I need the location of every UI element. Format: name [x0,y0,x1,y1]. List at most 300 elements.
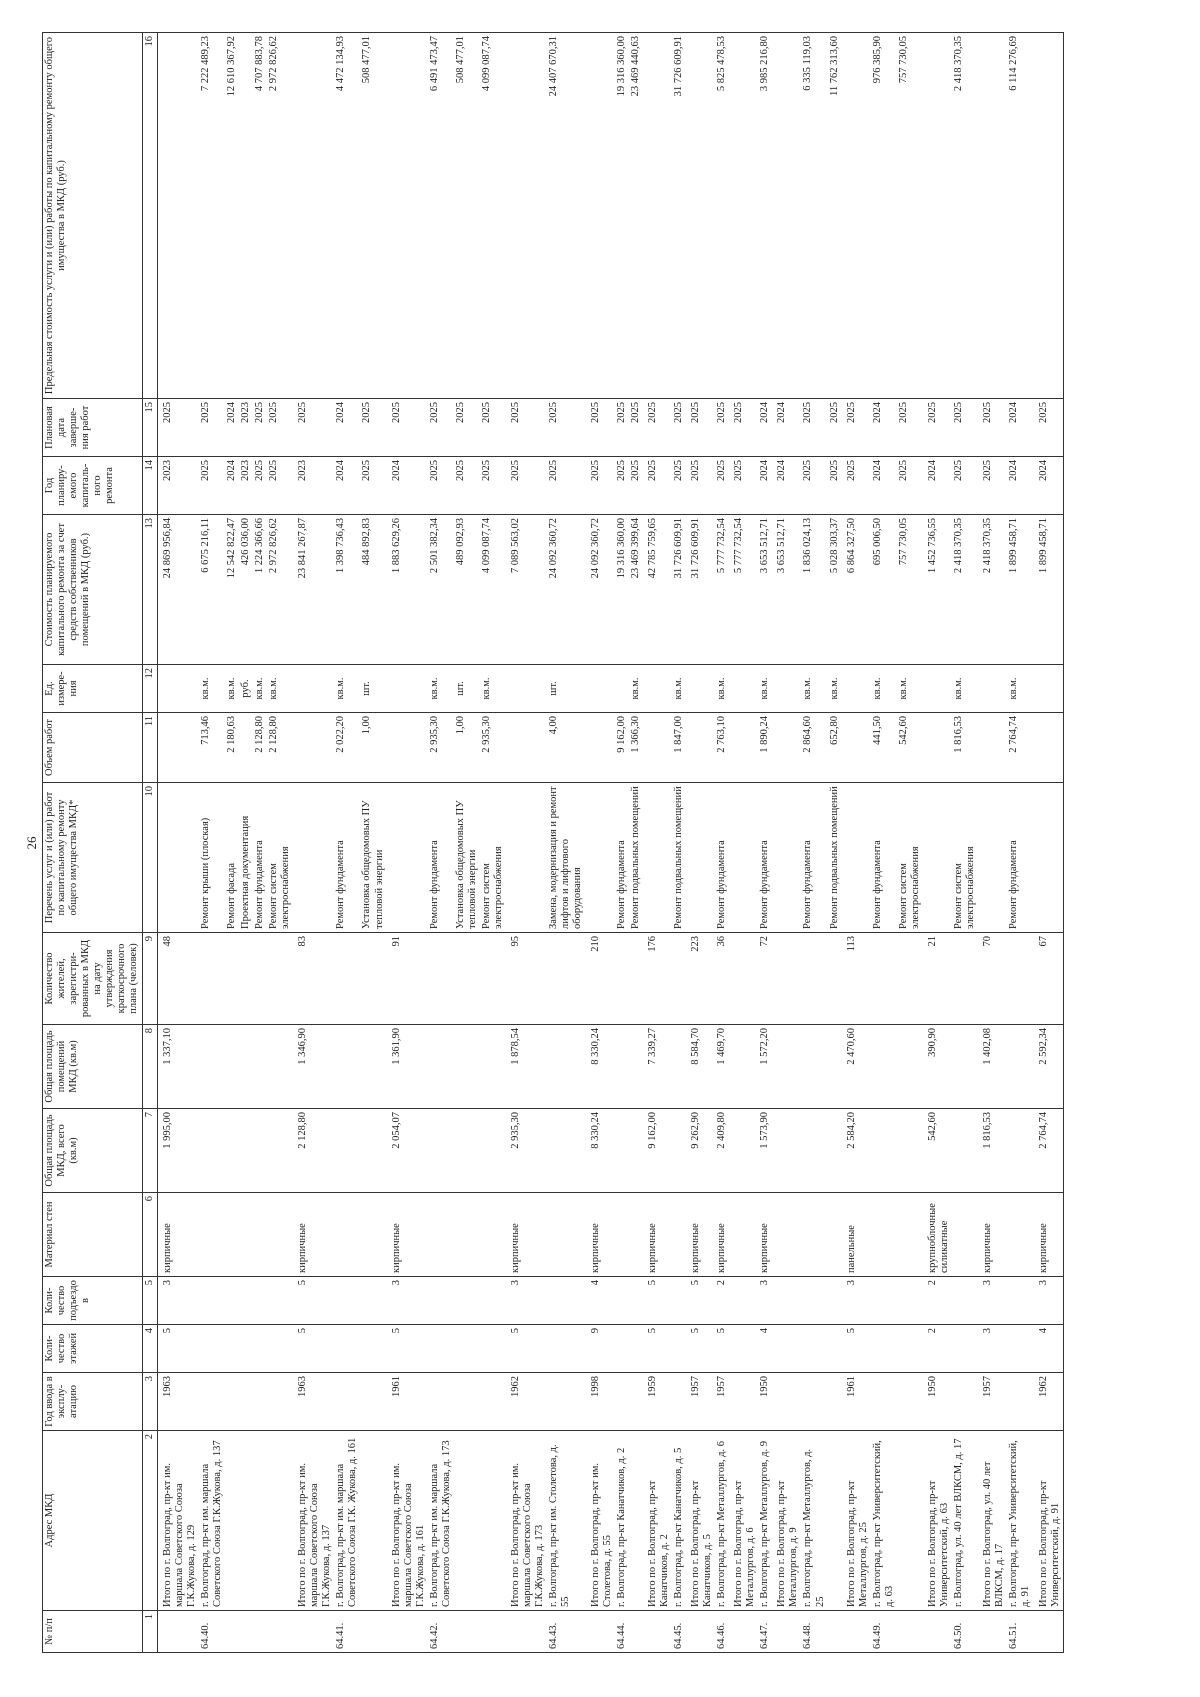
table-cell: г. Волгоград, пр-кт Университетский, д. 63 [871,1431,897,1611]
table-cell: 9 162,00 [643,1109,672,1193]
work-item-row [801,33,827,1653]
table-cell: 1 366,30 [629,713,643,783]
table-cell: 2025 [842,457,871,515]
table-cell [952,1109,978,1193]
table-cell: 1 816,53 [978,1109,1007,1193]
table-cell [772,1193,801,1277]
table-cell: 441,50 [871,713,897,783]
header-cell: Предельная стоимость услуги и (или) работы по капитальному ремонту общего имущества в МКД (руб.) [43,33,143,399]
table-cell: 2 128,80 [253,713,267,783]
table-cell: кирпичные [643,1193,672,1277]
table-cell: 2025 [199,399,225,457]
table-cell: 2024 [225,399,239,457]
table-cell [686,783,715,933]
table-cell [729,1193,758,1277]
table-cell: Проектная документация [239,783,253,933]
table-cell: 2 [923,1325,952,1373]
table-cell: 2025 [801,399,827,457]
table-cell [428,1025,454,1109]
table-cell [801,933,827,1025]
table-cell: 5 [387,1325,428,1373]
table-cell: Итого по г. Волгоград, пр-кт Университетский, д. 91 [1034,1431,1064,1611]
table-cell: 24 407 670,31 [547,33,585,399]
table-cell [978,33,1007,399]
table-cell [334,933,360,1025]
table-cell: г. Волгоград, пр-кт им. маршала Советского Союза Г.К.Жукова, д. 173 [428,1431,454,1611]
table-cell [672,1373,686,1431]
header-cell: Общая площадь помещений МКД (кв.м) [43,1025,143,1109]
table-cell: 1 573,90 [758,1109,772,1193]
table-cell [772,713,801,783]
table-cell [334,1193,360,1277]
table-cell: 2024 [1007,399,1033,457]
table-cell: кирпичные [978,1193,1007,1277]
table-cell: 6 675 216,11 [199,515,225,665]
table-cell: кирпичные [586,1193,615,1277]
table-cell [480,1325,506,1373]
table-cell [480,1193,506,1277]
table-cell: 3 [506,1277,547,1325]
table-cell [428,1373,454,1431]
table-cell: 1 883 629,26 [387,515,428,665]
table-cell: 6 491 473,47 [428,33,454,399]
table-cell [801,1193,827,1277]
table-cell: 2025 [729,399,758,457]
table-cell [334,1109,360,1193]
table-cell: 223 [686,933,715,1025]
table-cell [253,933,267,1025]
column-number: 9 [142,933,157,1025]
table-cell: Ремонт фундамента [334,783,360,933]
table-cell [480,1277,506,1325]
table-cell [506,783,547,933]
table-cell [772,783,801,933]
table-cell: кв.м. [334,665,360,713]
table-cell [801,1373,827,1431]
table-cell [897,1109,923,1193]
table-cell [1034,33,1064,399]
table-cell: 95 [506,933,547,1025]
column-number: 4 [142,1325,157,1373]
table-cell [454,933,480,1025]
table-cell [428,1193,454,1277]
table-cell [199,1325,225,1373]
table-cell: 390,90 [923,1025,952,1109]
work-item-row [952,33,978,1653]
table-cell: кв.м. [897,665,923,713]
table-cell [480,1431,506,1611]
table-cell: 426 036,00 [239,515,253,665]
table-cell: 2 418 370,35 [952,515,978,665]
table-cell [586,665,615,713]
table-cell [629,1373,643,1431]
table-cell: 2025 [686,399,715,457]
total-row [729,33,758,1653]
table-cell: 2024 [334,399,360,457]
table-cell: 3 985 216,80 [758,33,772,399]
table-cell: 4,00 [547,713,585,783]
table-cell [239,33,253,399]
table-cell: 2025 [615,399,629,457]
table-cell: 2025 [672,457,686,515]
column-number: 7 [142,1109,157,1193]
table-cell: 508 477,01 [454,33,480,399]
table-cell: Итого по г. Волгоград, пр-кт Металлургов, д. 25 [842,1431,871,1611]
table-cell: 1 572,20 [758,1025,772,1109]
table-cell [1034,665,1064,713]
column-number: 5 [142,1277,157,1325]
table-cell: кв.м. [871,665,897,713]
table-cell [454,1277,480,1325]
table-cell [729,1025,758,1109]
header-cell: Плановая дата заверше- ния работ [43,399,143,457]
table-cell [842,783,871,933]
table-cell [729,1373,758,1431]
page-number: 26 [24,836,39,850]
table-cell: 6 864 327,50 [842,515,871,665]
table-cell [686,665,715,713]
table-cell: 2025 [157,399,199,457]
table-cell: 2 935,30 [428,713,454,783]
table-cell [1007,1277,1033,1325]
table-cell [239,933,253,1025]
table-cell: 5 [643,1325,672,1373]
table-cell: 1998 [586,1373,615,1431]
table-cell: кв.м. [828,665,842,713]
table-cell [293,665,334,713]
table-cell: 2025 [828,399,842,457]
table-cell [828,1193,842,1277]
table-cell: 508 477,01 [360,33,386,399]
table-cell: 36 [715,933,729,1025]
table-cell: 976 385,90 [871,33,897,399]
table-cell: Итого по г. Волгоград, ул. 40 лет ВЛКСМ, д. 17 [978,1431,1007,1611]
table-cell: 4 [586,1277,615,1325]
header-row [43,33,143,1653]
header-cell: Общая площадь МКД, всего (кв.м) [43,1109,143,1193]
table-cell: 2025 [672,399,686,457]
table-cell: Итого по г. Волгоград, пр-кт Металлургов, д. 9 [772,1431,801,1611]
table-cell [360,1325,386,1373]
table-cell: 757 730,05 [897,33,923,399]
work-item-row [828,33,842,1653]
table-cell: шт. [360,665,386,713]
table-cell [239,1611,253,1653]
table-cell [672,933,686,1025]
table-cell [686,1611,715,1653]
table-cell [253,1431,267,1611]
table-cell: 2024 [871,457,897,515]
table-cell: 2025 [547,457,585,515]
table-cell: 1957 [715,1373,729,1431]
table-cell [334,1373,360,1431]
table-cell: Установка общедомовых ПУ тепловой энергии [360,783,386,933]
work-item-row [225,33,239,1653]
table-cell [387,783,428,933]
table-cell: 5 [157,1325,199,1373]
table-cell [801,1025,827,1109]
table-cell: 8 330,24 [586,1025,615,1109]
table-cell [828,933,842,1025]
table-cell [871,1277,897,1325]
table-cell [615,665,629,713]
table-cell: кирпичные [293,1193,334,1277]
table-cell: 2025 [729,457,758,515]
table-cell [729,933,758,1025]
table-cell: Ремонт подвальных помещений [828,783,842,933]
table-cell: 1 878,54 [506,1025,547,1109]
table-cell: 2 972 826,62 [267,33,293,399]
table-cell [897,1611,923,1653]
header-cell: Стоимость планируемого капитального ремонта за счет средств собственников помещений в МКД (руб.) [43,515,143,665]
table-cell [952,1373,978,1431]
table-cell [828,1325,842,1373]
table-cell: 1 890,24 [758,713,772,783]
table-cell: кв.м. [253,665,267,713]
header-cell: Год планиру- емого капиталь- ного ремонта [43,457,143,515]
table-cell [239,713,253,783]
table-cell [157,33,199,399]
table-cell [871,1373,897,1431]
total-row [772,33,801,1653]
table-cell [547,1193,585,1277]
table-cell [923,713,952,783]
table-cell: 1963 [157,1373,199,1431]
table-cell [729,1277,758,1325]
column-number: 10 [142,783,157,933]
table-cell [267,933,293,1025]
table-cell: кв.м. [629,665,643,713]
table-cell: 2 972 826,62 [267,515,293,665]
total-row [387,33,428,1653]
header-cell: Материал стен [43,1193,143,1277]
table-cell: 695 006,50 [871,515,897,665]
table-cell [1007,1325,1033,1373]
table-cell [225,1025,239,1109]
table-cell: 2 764,74 [1007,713,1033,783]
table-cell: 1 899 458,71 [1007,515,1033,665]
table-cell [428,1277,454,1325]
table-cell: 2025 [629,399,643,457]
table-cell: 1963 [293,1373,334,1431]
table-cell [772,1611,801,1653]
table-cell: 1 816,53 [952,713,978,783]
table-cell [729,1325,758,1373]
table-cell: 2024 [923,457,952,515]
header-cell: Ед. измере- ния [43,665,143,713]
table-cell: 2024 [334,457,360,515]
table-cell: кирпичные [715,1193,729,1277]
table-cell: 7 222 489,23 [199,33,225,399]
table-cell [454,1109,480,1193]
table-cell [615,933,629,1025]
total-row [978,33,1007,1653]
table-cell: 24 092 360,72 [586,515,615,665]
header-cell: Адрес МКД [43,1431,143,1611]
table-cell [615,1325,629,1373]
table-cell [360,1025,386,1109]
table-cell [387,665,428,713]
table-cell [387,1611,428,1653]
table-cell: 3 [978,1277,1007,1325]
table-cell: Ремонт систем электроснабжения [897,783,923,933]
work-item-row [253,33,267,1653]
table-cell: Итого по г. Волгоград, пр-кт им. маршала Советского Союза Г.К.Жукова, д. 137 [293,1431,334,1611]
table-cell [1034,1611,1064,1653]
table-cell [225,933,239,1025]
table-cell [828,1025,842,1109]
total-row [643,33,672,1653]
table-cell: Итого по г. Волгоград, пр-кт Канатчиков, д. 5 [686,1431,715,1611]
table-cell: кв.м. [428,665,454,713]
table-cell: 2025 [715,457,729,515]
table-cell: 2025 [454,457,480,515]
table-cell: Итого по г. Волгоград, пр-кт Университетский, д. 63 [923,1431,952,1611]
table-cell [360,933,386,1025]
table-cell: 2023 [157,457,199,515]
table-cell [897,1373,923,1431]
table-cell [239,1109,253,1193]
table-cell: 24 092 360,72 [547,515,585,665]
table-cell [239,1193,253,1277]
table-cell: 23 469 440,63 [629,33,643,399]
table-cell: 8 330,24 [586,1109,615,1193]
table-cell: 4 472 134,93 [334,33,360,399]
table-cell: 1950 [923,1373,952,1431]
table-cell: 2 128,80 [293,1109,334,1193]
table-cell: кв.м. [1007,665,1033,713]
table-cell: 64.42. [428,1611,454,1653]
column-number: 8 [142,1025,157,1109]
table-cell: Замена, модернизация и ремонт лифтов и лифтового оборудования [547,783,585,933]
table-cell [239,1025,253,1109]
table-cell [729,713,758,783]
table-cell [157,1611,199,1653]
table-cell [1007,1373,1033,1431]
table-cell: 4 707 883,78 [253,33,267,399]
table-cell: 3 653 512,71 [758,515,772,665]
table-cell [547,1325,585,1373]
table-cell: Итого по г. Волгоград, пр-кт им. маршала Советского Союза Г.К.Жукова, д. 129 [157,1431,199,1611]
table-cell: Ремонт фасада [225,783,239,933]
table-cell [923,1611,952,1653]
total-row [842,33,871,1653]
table-cell: 6 114 276,69 [1007,33,1033,399]
table-cell [586,713,615,783]
table-cell [1007,933,1033,1025]
table-cell: 2024 [387,457,428,515]
table-cell [686,33,715,399]
table-cell: 1959 [643,1373,672,1431]
table-cell: 2024 [758,399,772,457]
table-cell [586,783,615,933]
table-cell: 1 452 736,55 [923,515,952,665]
table-cell: 2024 [758,457,772,515]
table-cell [480,1109,506,1193]
table-cell: 2025 [842,399,871,457]
header-cell: Год ввода в эксплу- атацию [43,1373,143,1431]
table-cell [480,933,506,1025]
table-cell: 5 825 478,53 [715,33,729,399]
table-cell: 31 726 609,91 [686,515,715,665]
header-cell: Коли- чество подъездо в [43,1277,143,1325]
table-cell: 2025 [1034,399,1064,457]
table-cell: 3 653 512,71 [772,515,801,665]
table-cell [253,1109,267,1193]
table-cell: 64.40. [199,1611,225,1653]
table-cell: 2025 [586,399,615,457]
table-cell: 64.50. [952,1611,978,1653]
table-cell [454,1611,480,1653]
table-cell: 2 764,74 [1034,1109,1064,1193]
work-item-row [360,33,386,1653]
table-cell [952,1325,978,1373]
table-cell [801,1277,827,1325]
table-cell: 2024 [772,399,801,457]
table-cell [225,1193,239,1277]
table-cell [253,1025,267,1109]
table-cell: 2 935,30 [506,1109,547,1193]
work-item-row [871,33,897,1653]
table-cell: 2 584,20 [842,1109,871,1193]
table-cell: 7 339,27 [643,1025,672,1109]
table-cell [1007,1193,1033,1277]
work-item-row [239,33,253,1653]
table-cell [842,33,871,399]
table-cell: 24 869 956,84 [157,515,199,665]
table-cell [360,1277,386,1325]
table-cell: 2 864,60 [801,713,827,783]
table-cell: 542,60 [897,713,923,783]
table-cell: 64.46. [715,1611,729,1653]
table-cell [615,1025,629,1109]
table-cell: Ремонт фундамента [715,783,729,933]
table-cell [952,1025,978,1109]
table-cell [267,1025,293,1109]
table-cell: крупноблочные силикатные [923,1193,952,1277]
table-cell: Ремонт фундамента [1007,783,1033,933]
table-cell: 4 [758,1325,772,1373]
total-row [686,33,715,1653]
table-cell [239,1277,253,1325]
table-cell [199,1025,225,1109]
table-cell: 2024 [1034,457,1064,515]
table-cell [615,1373,629,1431]
table-cell: 2025 [199,457,225,515]
column-number: 11 [142,713,157,783]
table-cell [772,1109,801,1193]
table-cell: 2 470,60 [842,1025,871,1109]
work-item-row [267,33,293,1653]
table-cell: Ремонт крыши (плоская) [199,783,225,933]
table-cell: 1 995,00 [157,1109,199,1193]
table-cell [293,713,334,783]
table-cell [629,1193,643,1277]
table-cell: 1 402,08 [978,1025,1007,1109]
table-cell: 5 [686,1277,715,1325]
table-cell: кв.м. [758,665,772,713]
table-cell: 23 469 399,64 [629,515,643,665]
table-cell [239,1325,253,1373]
table-cell [239,1431,253,1611]
table-cell [428,1109,454,1193]
table-cell [629,1025,643,1109]
table-cell: кирпичные [387,1193,428,1277]
table-cell: 9 162,00 [615,713,629,783]
table-cell [293,1611,334,1653]
table-cell: 70 [978,933,1007,1025]
table-cell [360,1431,386,1611]
